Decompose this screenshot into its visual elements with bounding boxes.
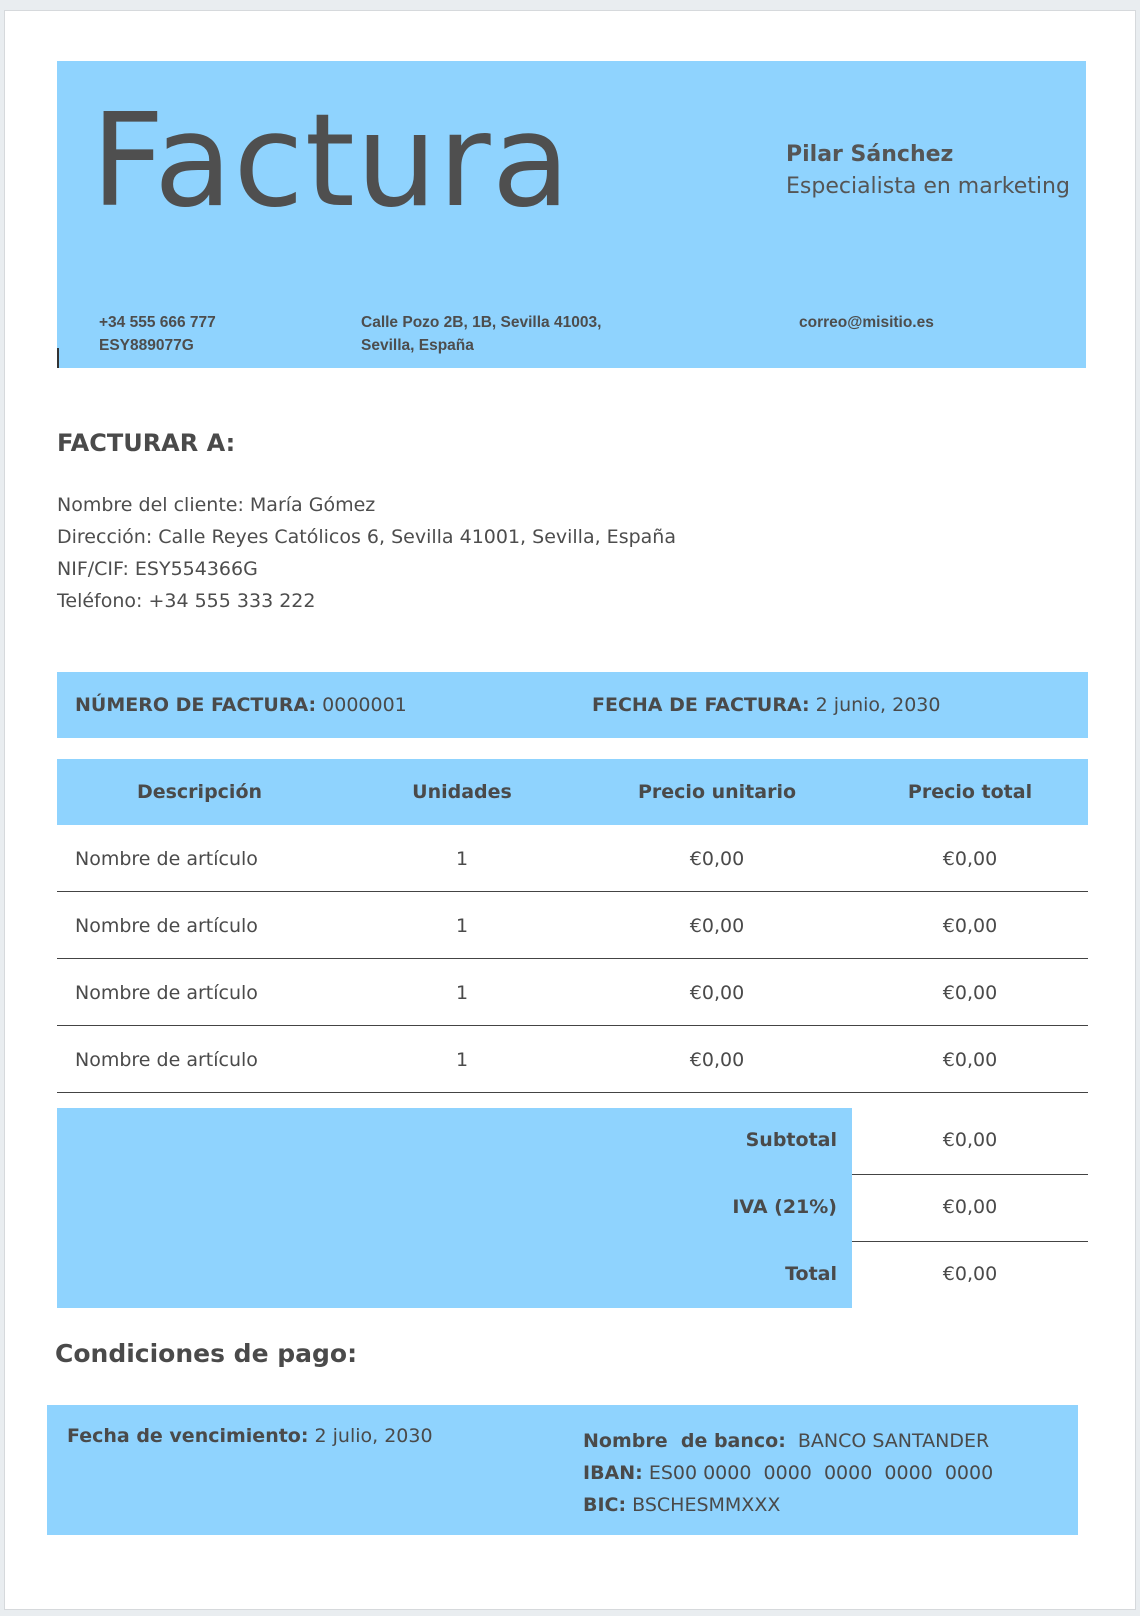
client-name: Nombre del cliente: María Gómez xyxy=(57,494,376,516)
bic-value: BSCHESMMXXX xyxy=(632,1494,781,1516)
bic-label: BIC: xyxy=(583,1494,627,1516)
invoice-date-label: FECHA DE FACTURA: xyxy=(592,694,810,716)
iban-value: ES00 0000 0000 0000 0000 0000 xyxy=(648,1462,994,1484)
invoice-number xyxy=(75,694,407,716)
invoice-date xyxy=(592,694,940,716)
item-unit-price: €0,00 xyxy=(689,982,745,1004)
table-row xyxy=(57,892,1088,959)
payment-terms-panel xyxy=(47,1405,1078,1535)
item-unit-price: €0,00 xyxy=(689,848,745,870)
item-description: Nombre de artículo xyxy=(75,1049,258,1071)
header-units: Unidades xyxy=(412,781,512,803)
table-row xyxy=(57,1026,1088,1093)
item-description: Nombre de artículo xyxy=(75,915,258,937)
owner-role: Especialista en marketing xyxy=(786,174,1070,199)
item-total: €0,00 xyxy=(942,848,998,870)
total-label: Total xyxy=(785,1263,837,1285)
iban xyxy=(583,1457,993,1489)
owner-phone-taxid xyxy=(99,311,216,357)
iban-label: IBAN: xyxy=(583,1462,643,1484)
owner-phone: +34 555 666 777 xyxy=(99,314,216,331)
invoice-page xyxy=(4,10,1136,1610)
invoice-number-label: NÚMERO DE FACTURA: xyxy=(75,694,317,716)
due-date xyxy=(67,1425,433,1447)
invoice-title: Factura xyxy=(91,87,572,236)
item-description: Nombre de artículo xyxy=(75,982,258,1004)
owner-address-line1: Calle Pozo 2B, 1B, Sevilla 41003, xyxy=(361,314,602,331)
header-description: Descripción xyxy=(136,781,263,803)
bank-name-label: Nombre de banco: xyxy=(583,1430,786,1452)
owner-address xyxy=(361,311,601,357)
bank-details xyxy=(583,1425,993,1521)
client-address: Dirección: Calle Reyes Católicos 6, Sevilla 41001, Sevilla, España xyxy=(57,526,676,548)
owner-name: Pilar Sánchez xyxy=(786,142,954,167)
bill-to-block xyxy=(57,489,676,617)
item-units: 1 xyxy=(455,915,469,937)
bank-name-value: BANCO SANTANDER xyxy=(797,1430,990,1452)
due-date-value: 2 julio, 2030 xyxy=(314,1425,433,1447)
text-cursor xyxy=(57,348,59,368)
item-units: 1 xyxy=(455,848,469,870)
invoice-header xyxy=(57,61,1086,368)
table-row xyxy=(57,825,1088,892)
item-total: €0,00 xyxy=(942,915,998,937)
header-unit-price: Precio unitario xyxy=(637,781,797,803)
bic xyxy=(583,1489,993,1521)
owner-address-line2: Sevilla, España xyxy=(361,337,474,354)
bank-name xyxy=(583,1425,993,1457)
item-total: €0,00 xyxy=(942,1049,998,1071)
items-table-header xyxy=(57,759,1088,825)
client-phone: Teléfono: +34 555 333 222 xyxy=(57,590,316,612)
owner-tax-id: ESY889077G xyxy=(99,337,194,354)
header-total-price: Precio total xyxy=(907,781,1033,803)
payment-terms-heading: Condiciones de pago: xyxy=(55,1339,358,1368)
invoice-number-value: 0000001 xyxy=(322,694,407,716)
invoice-meta-bar xyxy=(57,672,1088,738)
owner-email: correo@misitio.es xyxy=(799,314,934,331)
subtotal-label: Subtotal xyxy=(745,1129,837,1151)
invoice-date-value: 2 junio, 2030 xyxy=(815,694,941,716)
client-tax-id: NIF/CIF: ESY554366G xyxy=(57,558,258,580)
vat-value: €0,00 xyxy=(852,1175,1088,1242)
bill-to-heading: FACTURAR A: xyxy=(57,429,236,457)
due-date-label: Fecha de vencimiento: xyxy=(67,1425,309,1447)
item-units: 1 xyxy=(455,982,469,1004)
owner-block xyxy=(786,139,1070,203)
item-description: Nombre de artículo xyxy=(75,848,258,870)
item-total: €0,00 xyxy=(942,982,998,1004)
total-value: €0,00 xyxy=(942,1263,998,1285)
item-unit-price: €0,00 xyxy=(689,915,745,937)
vat-label: IVA (21%) xyxy=(732,1196,837,1218)
item-unit-price: €0,00 xyxy=(689,1049,745,1071)
table-row xyxy=(57,959,1088,1026)
item-units: 1 xyxy=(455,1049,469,1071)
subtotal-value: €0,00 xyxy=(852,1108,1088,1175)
